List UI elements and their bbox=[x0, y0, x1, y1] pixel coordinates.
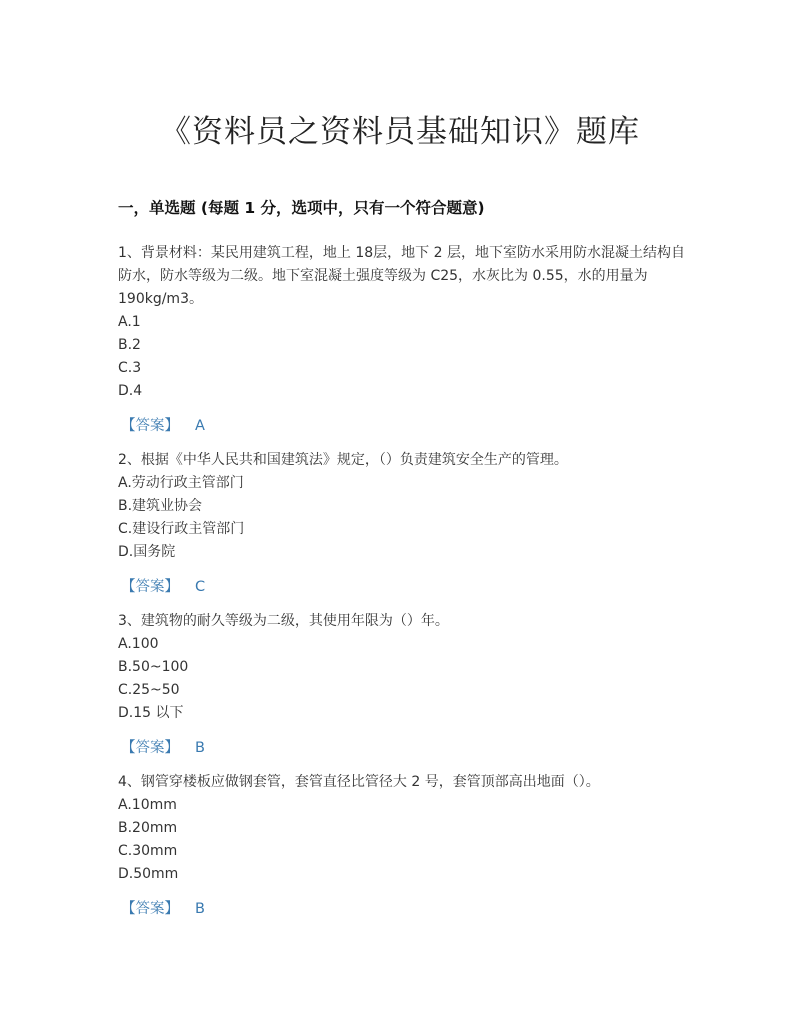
question-3 bbox=[118, 610, 698, 760]
answer-value: B bbox=[195, 901, 205, 917]
option-c: C.建设行政主管部门 bbox=[118, 521, 245, 537]
option-d: D.50mm bbox=[118, 866, 179, 882]
question-2 bbox=[118, 449, 698, 599]
question-list bbox=[118, 242, 698, 932]
answer-line bbox=[121, 415, 698, 438]
option-c: C.25~50 bbox=[118, 682, 180, 698]
option-a: A.10mm bbox=[118, 797, 177, 813]
section-heading: 一，单选题 (每题 1 分，选项中，只有一个符合题意) bbox=[118, 199, 485, 217]
answer-label: 【答案】 bbox=[121, 740, 179, 756]
answer-value: C bbox=[195, 579, 206, 595]
question-text: 4、钢管穿楼板应做钢套管，套管直径比管径大 2 号，套管顶部高出地面（）。 bbox=[118, 774, 600, 790]
question-text: 1、背景材料：某民用建筑工程，地上 18层，地下 2 层，地下室防水采用防水混凝土结构自防水，防水等级为二级。地下室混凝土强度等级为 C25，水灰比为 0.55，水的用量为 190kg/m3。 bbox=[118, 245, 685, 307]
option-b: B.20mm bbox=[118, 820, 178, 836]
option-d: D.15 以下 bbox=[118, 705, 184, 721]
question-1 bbox=[118, 242, 698, 438]
option-c: C.3 bbox=[118, 360, 142, 376]
option-b: B.50~100 bbox=[118, 659, 189, 675]
option-b: B.2 bbox=[118, 337, 141, 353]
option-d: D.4 bbox=[118, 383, 143, 399]
option-d: D.国务院 bbox=[118, 544, 176, 560]
option-c: C.30mm bbox=[118, 843, 178, 859]
answer-line bbox=[121, 898, 698, 921]
answer-value: B bbox=[195, 740, 205, 756]
answer-label: 【答案】 bbox=[121, 418, 179, 434]
question-text: 2、根据《中华人民共和国建筑法》规定，（）负责建筑安全生产的管理。 bbox=[118, 452, 568, 468]
question-4 bbox=[118, 771, 698, 921]
option-a: A.劳动行政主管部门 bbox=[118, 475, 244, 491]
answer-label: 【答案】 bbox=[121, 579, 179, 595]
answer-value: A bbox=[195, 418, 205, 434]
option-b: B.建筑业协会 bbox=[118, 498, 203, 514]
answer-line bbox=[121, 576, 698, 599]
question-text: 3、建筑物的耐久等级为二级，其使用年限为（）年。 bbox=[118, 613, 449, 629]
option-a: A.100 bbox=[118, 636, 159, 652]
document-title: 《资料员之资料员基础知识》题库 bbox=[160, 114, 640, 150]
option-a: A.1 bbox=[118, 314, 141, 330]
answer-label: 【答案】 bbox=[121, 901, 179, 917]
answer-line bbox=[121, 737, 698, 760]
